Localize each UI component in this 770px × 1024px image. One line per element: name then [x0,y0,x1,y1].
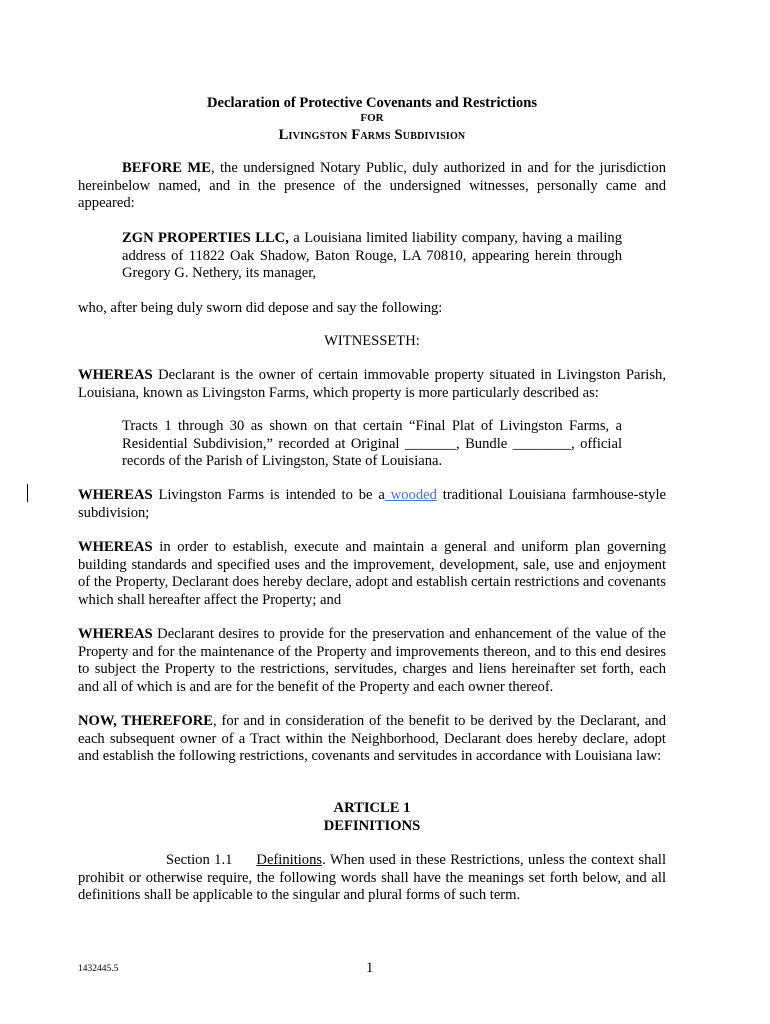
intro-paragraph [78,160,666,213]
appearer-paragraph [78,230,666,283]
intro-text: , the undersigned Notary Public, duly authorized in and for the jurisdiction hereinbelow named, and in the presence of the undersigned witnesses, personally came and appeared: [78,160,666,212]
whereas-1-lead: WHEREAS [78,367,153,383]
whereas-2-text-after: traditional Louisiana farmhouse-style subdivision; [78,487,667,521]
whereas-4-text: Declarant desires to provide for the preservation and enhancement of the value of the Property and for the maintenance of the Property and improvements thereon, and to this end desires to subject the Property to the restrictions, servitudes, charges and liens hereinafter set forth, each and all of which is and are for the benefit of the Property and each owner thereof. [78,626,666,695]
inserted-revision-text: wooded [384,487,437,503]
tracts-paragraph [78,418,666,471]
witnesseth-heading: WITNESSETH: [324,333,420,349]
whereas-4-lead: WHEREAS [78,626,153,642]
whereas-3-text: in order to establish, execute and maintain a general and uniform plan governing building standards and specified uses and the improvement, development, sale, use and enjoyment of the Property, Declarant does hereby declare, adopt and establish certain restrictions and covenants which shall hereafter affect the Property; and [78,539,666,608]
appearer-text: a Louisiana limited liability company, having a mailing address of 11822 Oak Shadow, Baton Rouge, LA 70810, appearing herein through Gregory G. Nethery, its manager, [122,230,622,282]
document-for-label: FOR [360,112,384,124]
whereas-1-paragraph [78,367,666,402]
now-therefore-text: , for and in consideration of the benefit to be derived by the Declarant, and each subsequent owner of a Tract within the Neighborhood, Declarant does hereby declare, adopt and establish the following restrictions, covenants and servitudes in accordance with Louisiana law: [78,713,667,765]
footer-document-id: 1432445.5 [78,964,119,974]
section-heading: Definitions [256,852,323,868]
whereas-3-lead: WHEREAS [78,539,153,555]
section-1-1-paragraph [78,852,666,905]
whereas-2-paragraph [78,487,666,522]
now-therefore-lead: NOW, THEREFORE [78,713,214,729]
document-subtitle: Livingston Farms Subdivision [278,127,466,143]
appearer-name: ZGN PROPERTIES LLC, [122,230,289,246]
article-name: DEFINITIONS [323,818,421,834]
whereas-2-lead: WHEREAS [78,487,153,503]
article-number: ARTICLE 1 [333,800,411,816]
intro-lead: BEFORE ME [122,160,211,176]
whereas-4-paragraph [78,626,666,696]
section-text: . When used in these Restrictions, unless the context shall prohibit or otherwise require, the following words shall have the meanings set forth below, and all definitions shall be applicable to the singular and plural forms of such term. [78,852,666,904]
revision-change-bar [27,484,28,502]
document-title: Declaration of Protective Covenants and Restrictions [206,95,538,111]
sworn-paragraph: who, after being duly sworn did depose and say the following: [78,300,443,316]
footer-page-number: 1 [366,960,374,976]
whereas-2-text-before: Livingston Farms is intended to be a [152,487,385,503]
section-label: Section 1.1 [166,852,233,868]
tracts-text: Tracts 1 through 30 as shown on that certain “Final Plat of Livingston Farms, a Residential Subdivision,” recorded at Original _______, Bundle ________, official records of the Parish of Livingston, State of Louisiana. [122,418,622,470]
whereas-1-text: Declarant is the owner of certain immovable property situated in Livingston Parish, Louisiana, known as Livingston Farms, which property is more particularly described as: [78,367,666,401]
now-therefore-paragraph [78,713,666,766]
whereas-3-paragraph [78,539,666,609]
